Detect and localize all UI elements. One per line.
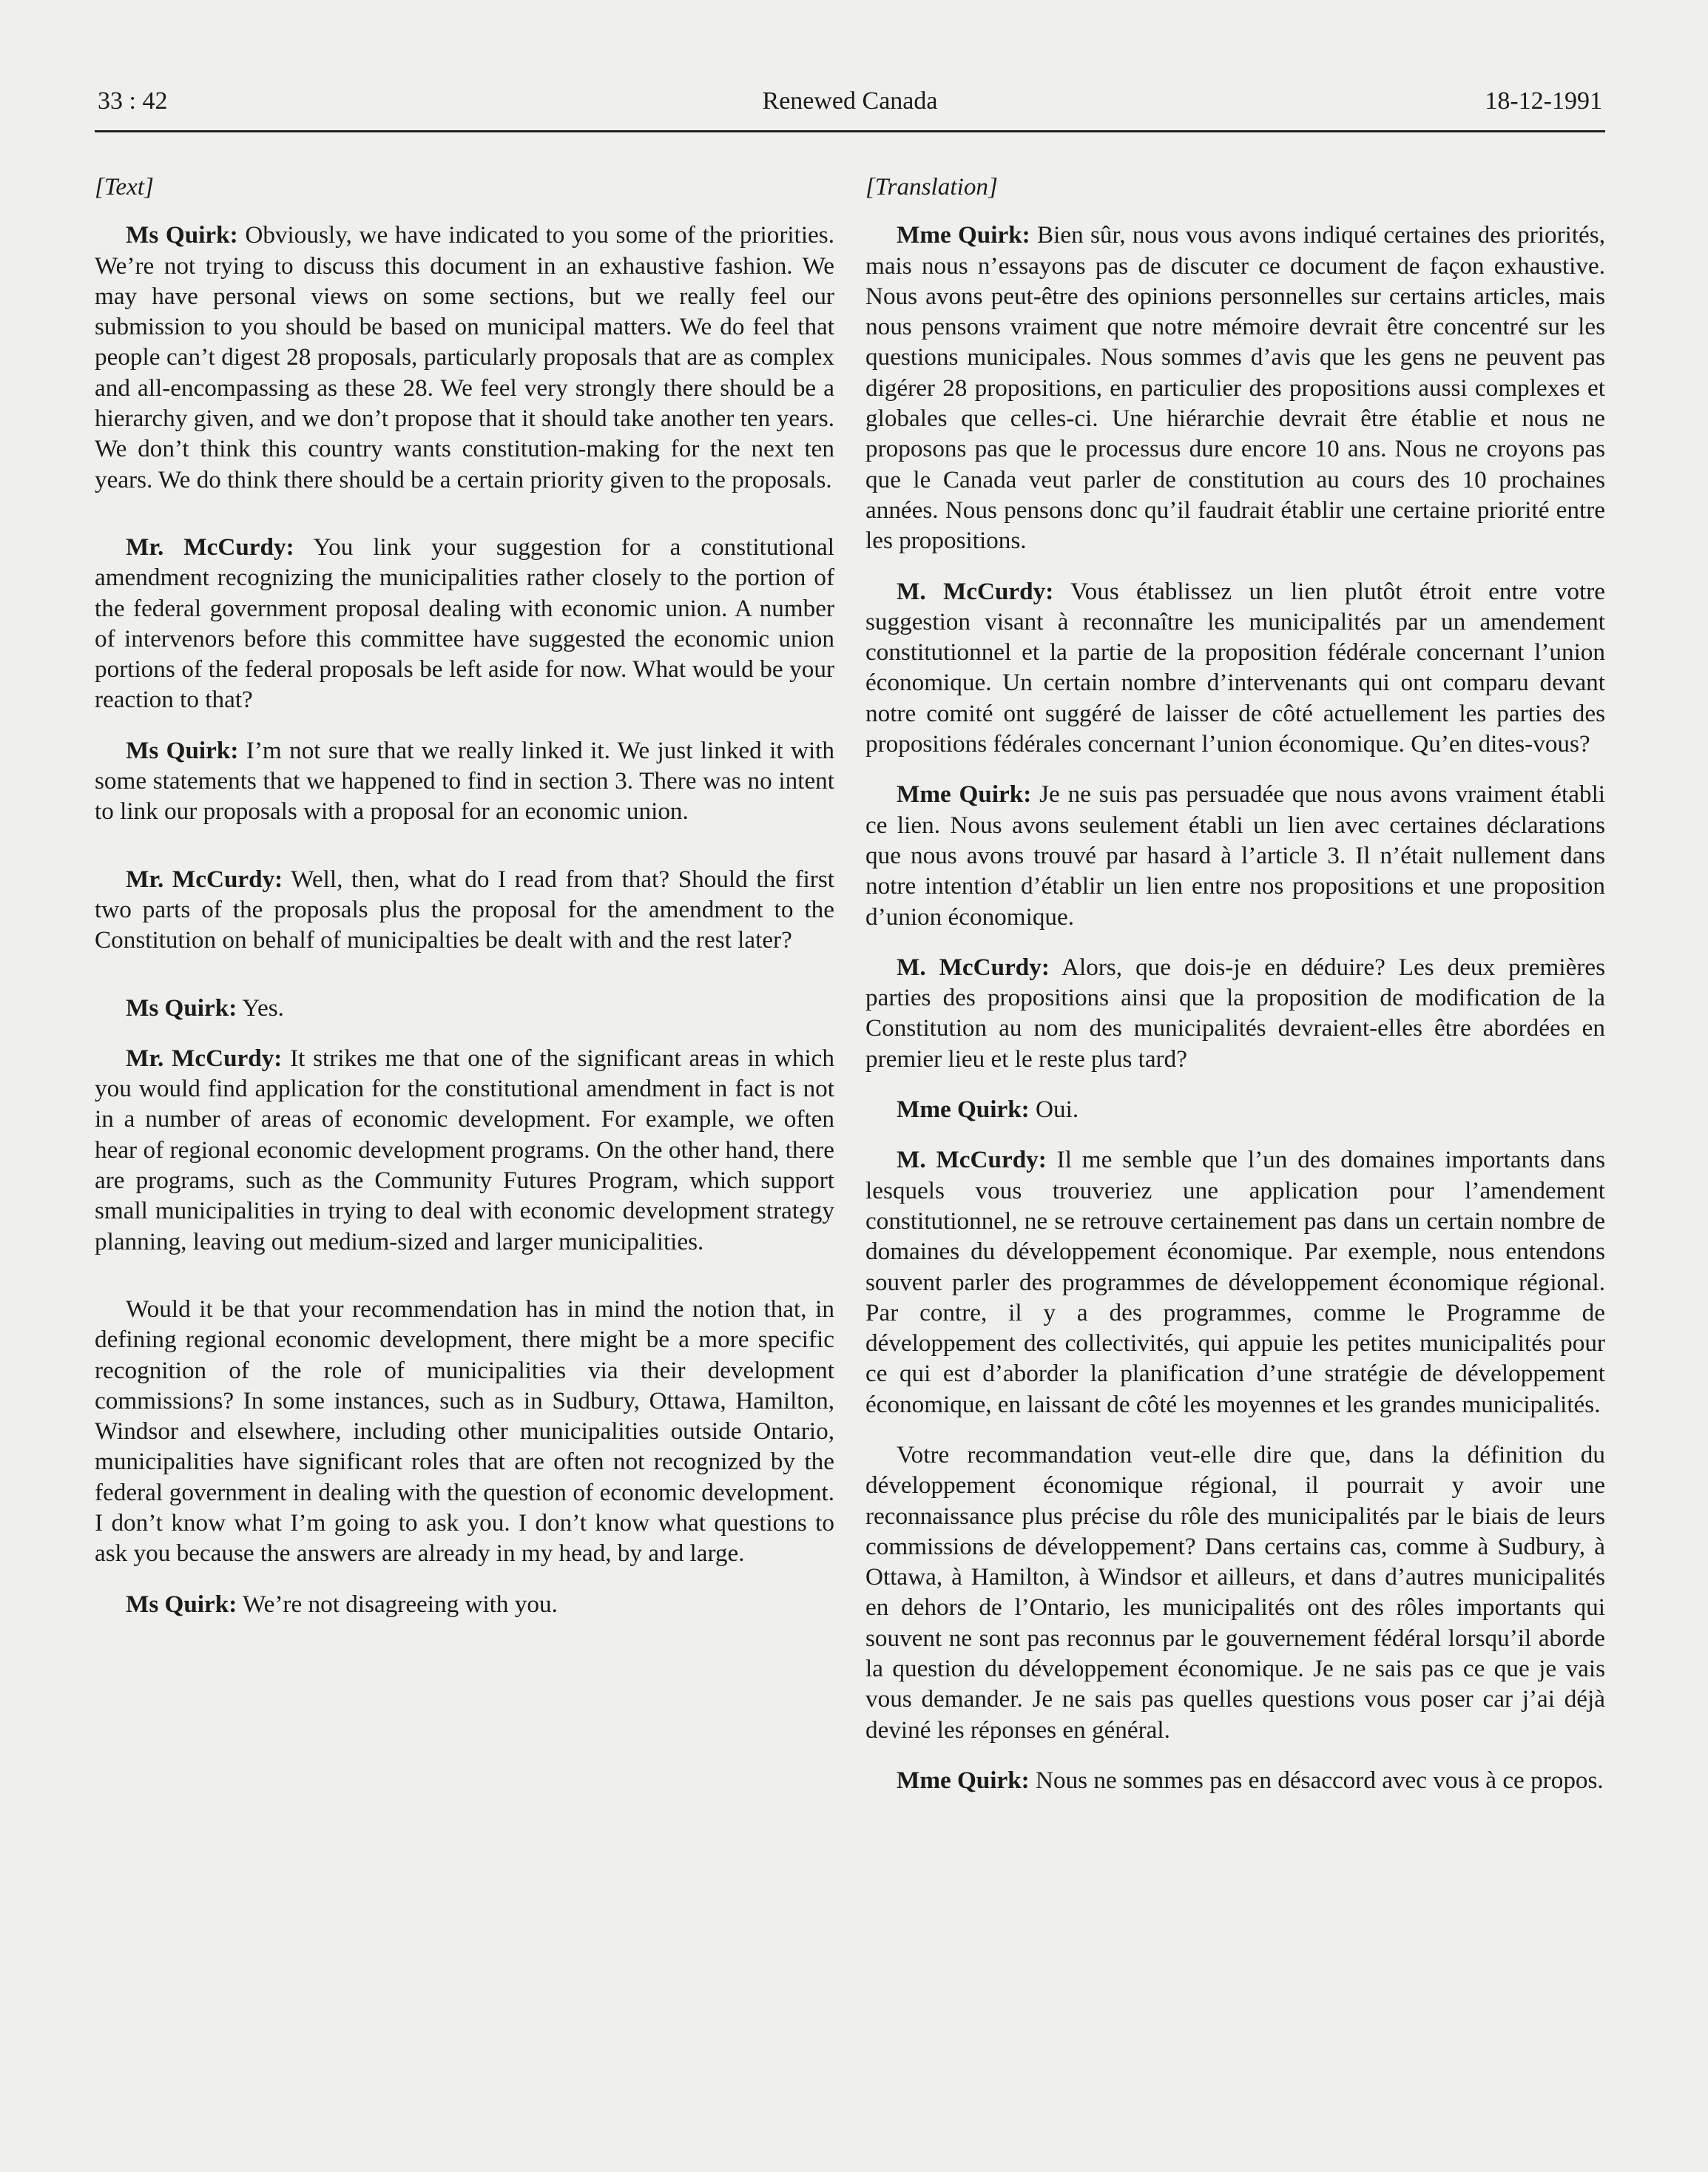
transcript-paragraph bbox=[95, 993, 834, 1023]
column-label-translation: [Translation] bbox=[865, 173, 998, 200]
paragraph-text: Nous ne sommes pas en désaccord avec vous à ce propos. bbox=[1036, 1766, 1604, 1794]
paragraph-text: Bien sûr, nous vous avons indiqué certaines des priorités, mais nous n’essayons pas de discuter ce document de façon exhaustive. Nous avons peut-être des opinions personnelles sur certains articles, mais nous pensons vraiment que notre mémoire devrait être concentré sur les questions municipales. Nous sommes d’avis que les gens ne peuvent pas digérer 28 propositions, en particulier des propositions aussi complexes et globales que celles-ci. Une hiérarchie devrait être établie et nous ne proposons pas que le processus dure encore 10 ans. Nous ne croyons pas que le Canada veut parler de constitution au cours des 10 prochaines années. Nous pensons donc qu’il faudrait établir une certaine priorité entre les propositions. bbox=[865, 221, 1605, 555]
speaker-name: Mme Quirk: bbox=[897, 221, 1030, 249]
transcript-paragraph bbox=[865, 952, 1605, 1074]
speaker-name: Ms Quirk: bbox=[126, 221, 238, 249]
transcript-paragraph bbox=[95, 1294, 834, 1569]
paragraph-text: Votre recommandation veut-elle dire que, dans la définition du développement économique régional, il pourrait y avoir une reconnaissance plus précise du rôle des municipalités par le biais de leurs commissions de développement? Dans certains cas, comme à Sudbury, à Ottawa, à Hamilton, à Windsor et ailleurs, et dans d’autres municipalités en dehors de l’Ontario, les municipalités ont des rôles importants qui souvent ne sont pas reconnus par le gouvernement fédéral lorsqu’il aborde la question du développement économique. Je ne sais pas ce que je vais vous demander. Je ne sais pas quelles questions vous poser car j’ai déjà deviné les réponses en général. bbox=[865, 1440, 1605, 1744]
paragraph-text: Vous établissez un lien plutôt étroit entre votre suggestion visant à reconnaître les municipalités par un amendement constitutionnel et la partie de la proposition fédérale concernant l’union économique. Un certain nombre d’intervenants qui ont comparu devant notre comité ont suggéré de laisser de côté actuellement les parties des propositions fédérales concernant l’union économique. Qu’en dites-vous? bbox=[865, 577, 1606, 758]
transcript-paragraph bbox=[865, 1144, 1605, 1420]
paragraph-text: Obviously, we have indicated to you some of the priorities. We’re not trying to discuss this document in an exhaustive fashion. We may have personal views on some sections, but we really feel our submission to you should be based on municipal matters. We do feel that people can’t digest 28 proposals, particularly proposals that are as complex and all-encompassing as these 28. We feel very strongly there should be a hierarchy given, and we don’t propose that it should take another ten years. We don’t think this country wants constitution-making for the next ten years. We do think there should be a certain priority given to the proposals. bbox=[95, 221, 834, 493]
transcript-paragraph bbox=[95, 864, 834, 956]
paragraph-text: Well, then, what do I read from that? Should the first two parts of the proposals plus the proposal for the amendment to the Constitution on behalf of municipalties be dealt with and the rest later? bbox=[95, 865, 834, 954]
transcript-paragraph bbox=[865, 1765, 1605, 1795]
transcript-paragraph bbox=[95, 532, 834, 715]
paragraph-text: Je ne suis pas persuadée que nous avons vraiment établi ce lien. Nous avons seulement établi un lien avec certaines déclarations que nous avons trouvé par hasard à l’article 3. Il n’était nullement dans notre intention d’établir un lien entre nos propositions et une proposition d’union économique. bbox=[865, 780, 1606, 931]
transcript-paragraph bbox=[865, 220, 1605, 556]
paragraph-text: Il me semble que l’un des domaines importants dans lesquels vous trouveriez une application pour l’amendement constitutionnel, ne se retrouve certainement pas dans un certain nombre de domaines du développement économique. Par exemple, nous entendons souvent parler des programmes de développement économique régional. Par contre, il y a des programmes, comme le Programme de développement des collectivités, qui appuie les petites municipalités pour ce qui est d’aborder la planification d’une stratégie de développement économique, en laissant de côté les moyennes et les grandes municipalités. bbox=[865, 1146, 1606, 1418]
paragraph-text: You link your suggestion for a constitutional amendment recognizing the municipalities rather closely to the portion of the federal government proposal dealing with economic union. A number of intervenors before this committee have suggested the economic union portions of the federal proposals be left aside for now. What would be your reaction to that? bbox=[95, 533, 835, 714]
paragraph-text: Would it be that your recommendation has in mind the notion that, in defining regional economic development, there might be a more specific recognition of the role of municipalities via their development commissions? In some instances, such as in Sudbury, Ottawa, Hamilton, Windsor and elsewhere, including other municipalities outside Ontario, municipalities have significant roles that are often not recognized by the federal government in dealing with the question of economic development. I don’t know what I’m going to ask you. I don’t know what questions to ask you because the answers are already in my head, by and large. bbox=[95, 1295, 834, 1568]
speaker-name: Ms Quirk: bbox=[126, 736, 239, 764]
speaker-name: M. McCurdy: bbox=[897, 577, 1054, 605]
transcript-paragraph bbox=[95, 1043, 834, 1257]
transcript-paragraph bbox=[865, 1094, 1605, 1124]
publication-title: Renewed Canada bbox=[762, 87, 938, 115]
transcript-paragraph bbox=[95, 735, 834, 827]
speaker-name: Mr. McCurdy: bbox=[126, 1044, 283, 1072]
page-number: 33 : 42 bbox=[98, 87, 168, 115]
speaker-name: Mme Quirk: bbox=[897, 780, 1032, 809]
transcript-paragraph bbox=[95, 220, 834, 495]
paragraph-text: We’re not disagreeing with you. bbox=[242, 1590, 558, 1618]
speaker-name: M. McCurdy: bbox=[897, 1146, 1047, 1174]
transcript-paragraph bbox=[865, 779, 1605, 931]
paragraph-text: Alors, que dois-je en déduire? Les deux premières parties des propositions ainsi que la proposition de modification de la Constitution au nom des municipalités devraient-elles être abordées en premier lieu et le reste plus tard? bbox=[865, 953, 1606, 1073]
speaker-name: Ms Quirk: bbox=[126, 1590, 237, 1618]
speaker-name: Mr. McCurdy: bbox=[126, 865, 283, 893]
header-date: 18-12-1991 bbox=[1485, 87, 1602, 115]
speaker-name: Mme Quirk: bbox=[897, 1096, 1030, 1124]
transcript-paragraph bbox=[865, 576, 1605, 760]
column-label-text: [Text] bbox=[95, 173, 154, 200]
speaker-name: Mme Quirk: bbox=[897, 1766, 1030, 1794]
french-column bbox=[865, 172, 1605, 1815]
paragraph-text: Yes. bbox=[242, 994, 284, 1022]
transcript-paragraph bbox=[865, 1440, 1605, 1745]
english-column bbox=[95, 172, 834, 1639]
speaker-name: M. McCurdy: bbox=[897, 953, 1050, 981]
transcript-paragraph bbox=[95, 1589, 834, 1619]
paragraph-text: Oui. bbox=[1036, 1096, 1079, 1124]
paragraph-text: I’m not sure that we really linked it. We just linked it with some statements that we happened to find in section 3. There was no intent to link our proposals with a proposal for an economic union. bbox=[95, 736, 834, 826]
speaker-name: Mr. McCurdy: bbox=[126, 533, 294, 561]
running-header bbox=[95, 86, 1605, 132]
speaker-name: Ms Quirk: bbox=[126, 994, 237, 1022]
paragraph-text: It strikes me that one of the significant areas in which you would find application for the constitutional amendment in fact is not in a number of areas of economic development. For example, we often hear of regional economic development programs. On the other hand, there are programs, such as the Community Futures Program, which support small municipalities in trying to deal with economic development strategy planning, leaving out medium-sized and larger municipalities. bbox=[95, 1044, 834, 1255]
